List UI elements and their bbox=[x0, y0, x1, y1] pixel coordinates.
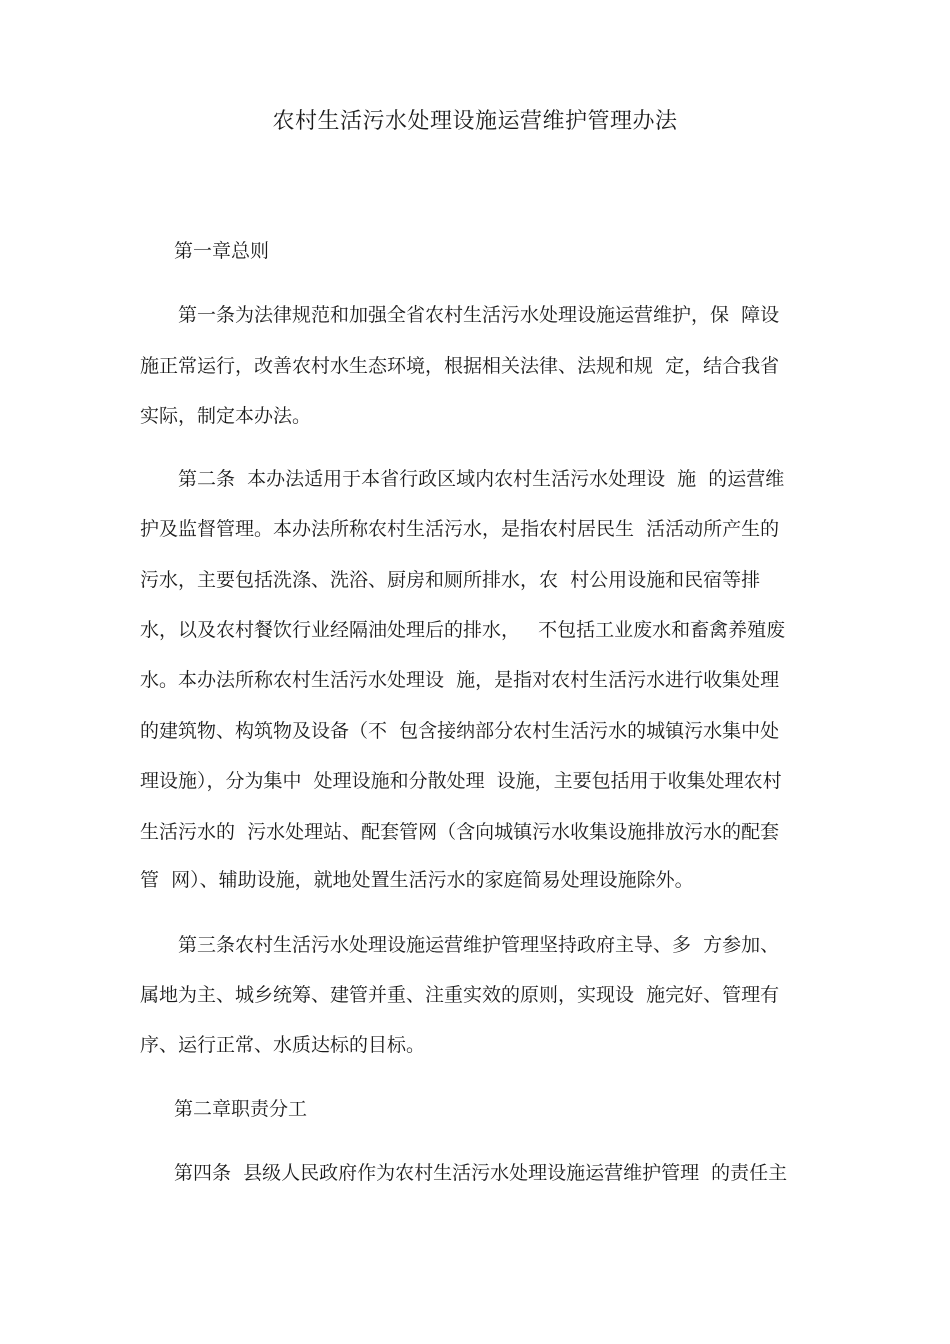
chapter-2-heading: 第二章职责分工 bbox=[174, 1098, 308, 1120]
chapter-1-heading: 第一章总则 bbox=[174, 240, 270, 262]
article-3-line-2: 属地为主、城乡统筹、建管并重、注重实效的原则，实现设 施完好、管理有 bbox=[140, 984, 780, 1006]
article-1-line-3: 实际，制定本办法。 bbox=[140, 405, 312, 427]
article-2-line-8: 生活污水的 污水处理站、配套管网（含向城镇污水收集设施排放污水的配套 bbox=[140, 821, 780, 843]
article-2-line-5: 水。本办法所称农村生活污水处理设 施，是指对农村生活污水进行收集处理 bbox=[140, 669, 780, 691]
article-2-line-3: 污水，主要包括洗涤、洗浴、厨房和厕所排水，农 村公用设施和民宿等排 bbox=[140, 569, 761, 591]
article-3-line-1: 第三条农村生活污水处理设施运营维护管理坚持政府主导、多 方参加、 bbox=[178, 934, 780, 956]
article-1-line-2: 施正常运行，改善农村水生态环境，根据相关法律、法规和规 定，结合我省 bbox=[140, 355, 780, 377]
article-1-line-1: 第一条为法律规范和加强全省农村生活污水处理设施运营维护，保 障设 bbox=[178, 304, 780, 326]
document-title: 农村生活污水处理设施运营维护管理办法 bbox=[272, 109, 678, 134]
article-2-line-2: 护及监督管理。本办法所称农村生活污水，是指农村居民生 活活动所产生的 bbox=[140, 518, 780, 540]
article-2-line-1: 第二条 本办法适用于本省行政区域内农村生活污水处理设 施 的运营维 bbox=[178, 468, 785, 490]
article-4-line-1: 第四条 县级人民政府作为农村生活污水处理设施运营维护管理 的责任主 bbox=[174, 1162, 788, 1184]
article-2-line-6: 的建筑物、构筑物及设备（不 包含接纳部分农村生活污水的城镇污水集中处 bbox=[140, 720, 780, 742]
article-3-line-3: 序、运行正常、水质达标的目标。 bbox=[140, 1034, 426, 1056]
article-2-line-9: 管 网）、辅助设施，就地处置生活污水的家庭简易处理设施除外。 bbox=[140, 869, 694, 891]
article-2-line-4: 水，以及农村餐饮行业经隔油处理后的排水， 不包括工业废水和畜禽养殖废 bbox=[140, 619, 786, 641]
article-2-line-7: 理设施），分为集中 处理设施和分散处理 设施，主要包括用于收集处理农村 bbox=[140, 770, 782, 792]
